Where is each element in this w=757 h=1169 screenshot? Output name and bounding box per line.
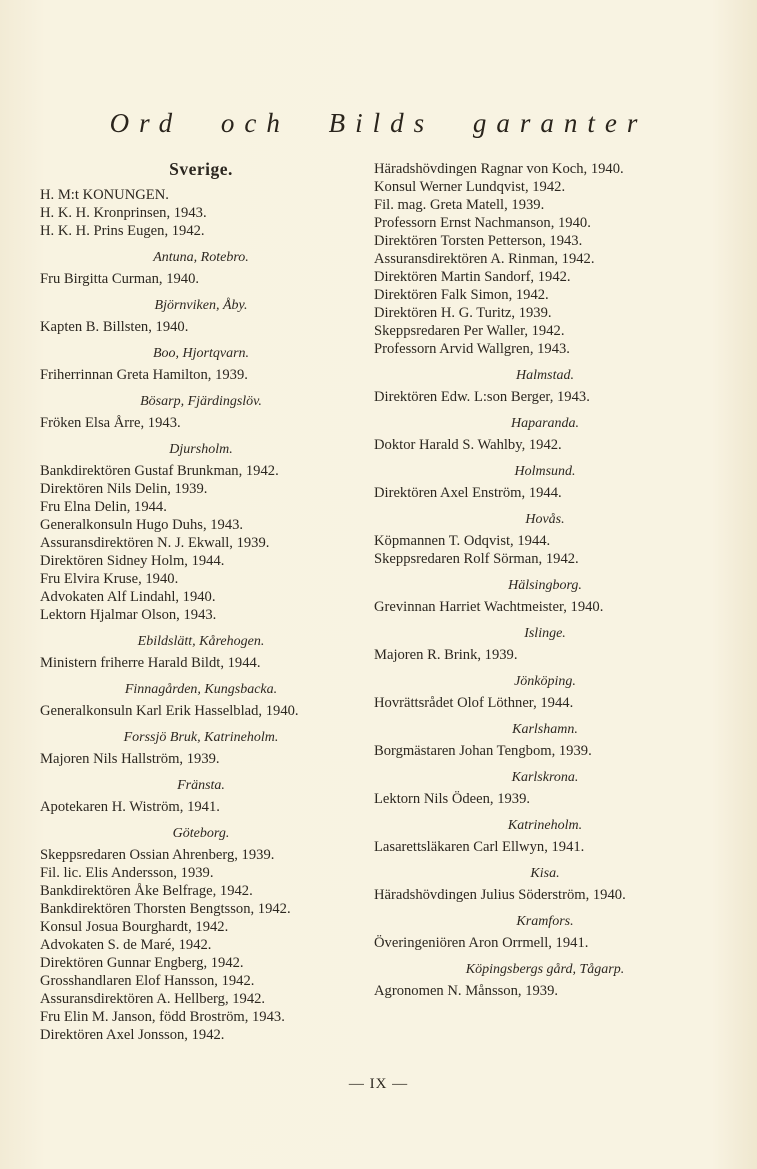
guarantor-entry: Fru Birgitta Curman, 1940. xyxy=(40,271,200,287)
guarantor-entry: Majoren Nils Hallström, 1939. xyxy=(40,751,220,767)
guarantor-entry: Direktören Martin Sandorf, 1942. xyxy=(374,269,571,285)
guarantor-entry: Fröken Elsa Årre, 1943. xyxy=(40,415,181,431)
guarantor-entry: Konsul Josua Bourghardt, 1942. xyxy=(40,919,229,935)
right-column xyxy=(370,160,720,1000)
place-heading: Finnagården, Kungsbacka. xyxy=(124,682,278,697)
guarantor-entry: H. K. H. Kronprinsen, 1943. xyxy=(40,205,207,221)
guarantor-entry: Agronomen N. Månsson, 1939. xyxy=(374,983,559,999)
guarantor-entry: Bankdirektören Gustaf Brunkman, 1942. xyxy=(40,463,279,479)
guarantor-entry: Skeppsredaren Per Waller, 1942. xyxy=(374,323,565,339)
country-heading: Sverige. xyxy=(169,159,233,179)
place-heading: Holmsund. xyxy=(514,464,576,479)
place-heading: Kisa. xyxy=(530,866,560,881)
guarantor-entry: Direktören Gunnar Engberg, 1942. xyxy=(40,955,244,971)
guarantor-entry: Majoren R. Brink, 1939. xyxy=(374,647,518,663)
place-heading: Bösarp, Fjärdingslöv. xyxy=(140,394,262,409)
guarantor-entry: Köpmannen T. Odqvist, 1944. xyxy=(374,533,551,549)
guarantor-entry: Grosshandlaren Elof Hansson, 1942. xyxy=(40,973,255,989)
guarantor-entry: Assuransdirektören N. J. Ekwall, 1939. xyxy=(40,535,270,551)
guarantor-entry: Direktören Nils Delin, 1939. xyxy=(40,481,208,497)
guarantor-entry: Direktören Axel Jonsson, 1942. xyxy=(40,1027,225,1043)
guarantor-entry: Fru Elin M. Janson, född Broström, 1943. xyxy=(40,1009,285,1025)
guarantor-entry: Ministern friherre Harald Bildt, 1944. xyxy=(40,655,261,671)
page-number: — IX — xyxy=(348,1076,409,1092)
place-heading: Antuna, Rotebro. xyxy=(153,250,249,265)
guarantor-entry: Direktören Edw. L:son Berger, 1943. xyxy=(374,389,590,405)
guarantor-entry: Professorn Ernst Nachmanson, 1940. xyxy=(374,215,591,231)
place-heading: Björnviken, Åby. xyxy=(154,298,248,313)
place-heading: Karlshamn. xyxy=(512,722,578,737)
guarantor-entry: Generalkonsuln Karl Erik Hasselblad, 1940. xyxy=(40,703,299,719)
guarantor-entry: Fil. mag. Greta Matell, 1939. xyxy=(374,197,545,213)
guarantor-entry: Överingeniören Aron Orrmell, 1941. xyxy=(374,935,589,951)
place-heading: Katrineholm. xyxy=(507,818,583,833)
place-heading: Hovås. xyxy=(525,512,565,527)
guarantor-entry: Lektorn Nils Ödeen, 1939. xyxy=(374,791,531,807)
guarantor-entry: Konsul Werner Lundqvist, 1942. xyxy=(374,179,566,195)
place-heading: Islinge. xyxy=(524,626,566,641)
guarantor-entry: Kapten B. Billsten, 1940. xyxy=(40,319,189,335)
guarantor-entry: Professorn Arvid Wallgren, 1943. xyxy=(374,341,570,357)
right-blocks xyxy=(370,160,720,1000)
guarantor-entry: Grevinnan Harriet Wachtmeister, 1940. xyxy=(374,599,604,615)
guarantor-entry: Fru Elvira Kruse, 1940. xyxy=(40,571,179,587)
guarantor-entry: Direktören Falk Simon, 1942. xyxy=(374,287,549,303)
guarantor-entry: Doktor Harald S. Wahlby, 1942. xyxy=(374,437,562,453)
guarantor-entry: Fil. lic. Elis Andersson, 1939. xyxy=(40,865,214,881)
guarantor-entry: Assuransdirektören A. Hellberg, 1942. xyxy=(40,991,266,1007)
guarantor-entry: Advokaten S. de Maré, 1942. xyxy=(40,937,212,953)
place-heading: Haparanda. xyxy=(510,416,580,431)
guarantor-entry: Bankdirektören Åke Belfrage, 1942. xyxy=(40,883,253,899)
place-heading: Fränsta. xyxy=(177,778,225,793)
left-blocks xyxy=(36,186,366,1044)
place-heading: Jönköping. xyxy=(514,674,576,689)
guarantor-entry: Skeppsredaren Rolf Sörman, 1942. xyxy=(374,551,579,567)
left-column xyxy=(36,160,366,1044)
guarantor-entry: Skeppsredaren Ossian Ahrenberg, 1939. xyxy=(40,847,275,863)
guarantor-entry: H. M:t KONUNGEN. xyxy=(40,187,169,203)
place-heading: Kramfors. xyxy=(516,914,574,929)
guarantor-entry: Friherrinnan Greta Hamilton, 1939. xyxy=(40,367,248,383)
guarantor-entry: Lektorn Hjalmar Olson, 1943. xyxy=(40,607,217,623)
guarantor-entry: Assuransdirektören A. Rinman, 1942. xyxy=(374,251,595,267)
guarantor-entry: Borgmästaren Johan Tengbom, 1939. xyxy=(374,743,592,759)
guarantor-entry: Häradshövdingen Julius Söderström, 1940. xyxy=(374,887,626,903)
guarantor-entry: Direktören Torsten Petterson, 1943. xyxy=(374,233,583,249)
guarantor-entry: H. K. H. Prins Eugen, 1942. xyxy=(40,223,205,239)
guarantor-entry: Bankdirektören Thorsten Bengtsson, 1942. xyxy=(40,901,291,917)
guarantor-entry: Lasarettsläkaren Carl Ellwyn, 1941. xyxy=(374,839,585,855)
place-heading: Köpingsbergs gård, Tågarp. xyxy=(465,962,625,977)
guarantor-entry: Advokaten Alf Lindahl, 1940. xyxy=(40,589,216,605)
place-heading: Ebildslätt, Kårehogen. xyxy=(137,634,265,649)
guarantor-entry: Direktören Sidney Holm, 1944. xyxy=(40,553,225,569)
place-heading: Karlskrona. xyxy=(511,770,579,785)
guarantor-entry: Generalkonsuln Hugo Duhs, 1943. xyxy=(40,517,244,533)
guarantor-entry: Apotekaren H. Wiström, 1941. xyxy=(40,799,220,815)
guarantor-entry: Hovrättsrådet Olof Löthner, 1944. xyxy=(374,695,574,711)
guarantor-entry: Direktören Axel Enström, 1944. xyxy=(374,485,562,501)
guarantor-entry: Häradshövdingen Ragnar von Koch, 1940. xyxy=(374,161,624,177)
guarantor-entry: Fru Elna Delin, 1944. xyxy=(40,499,167,515)
place-heading: Djursholm. xyxy=(169,442,233,457)
guarantor-entry: Direktören H. G. Turitz, 1939. xyxy=(374,305,552,321)
place-heading: Göteborg. xyxy=(172,826,230,841)
place-heading: Forssjö Bruk, Katrineholm. xyxy=(123,730,279,745)
place-heading: Boo, Hjortqvarn. xyxy=(152,346,250,361)
place-heading: Hälsingborg. xyxy=(508,578,582,593)
place-heading: Halmstad. xyxy=(516,368,574,383)
page-title: Ord och Bilds garanter xyxy=(109,108,648,138)
